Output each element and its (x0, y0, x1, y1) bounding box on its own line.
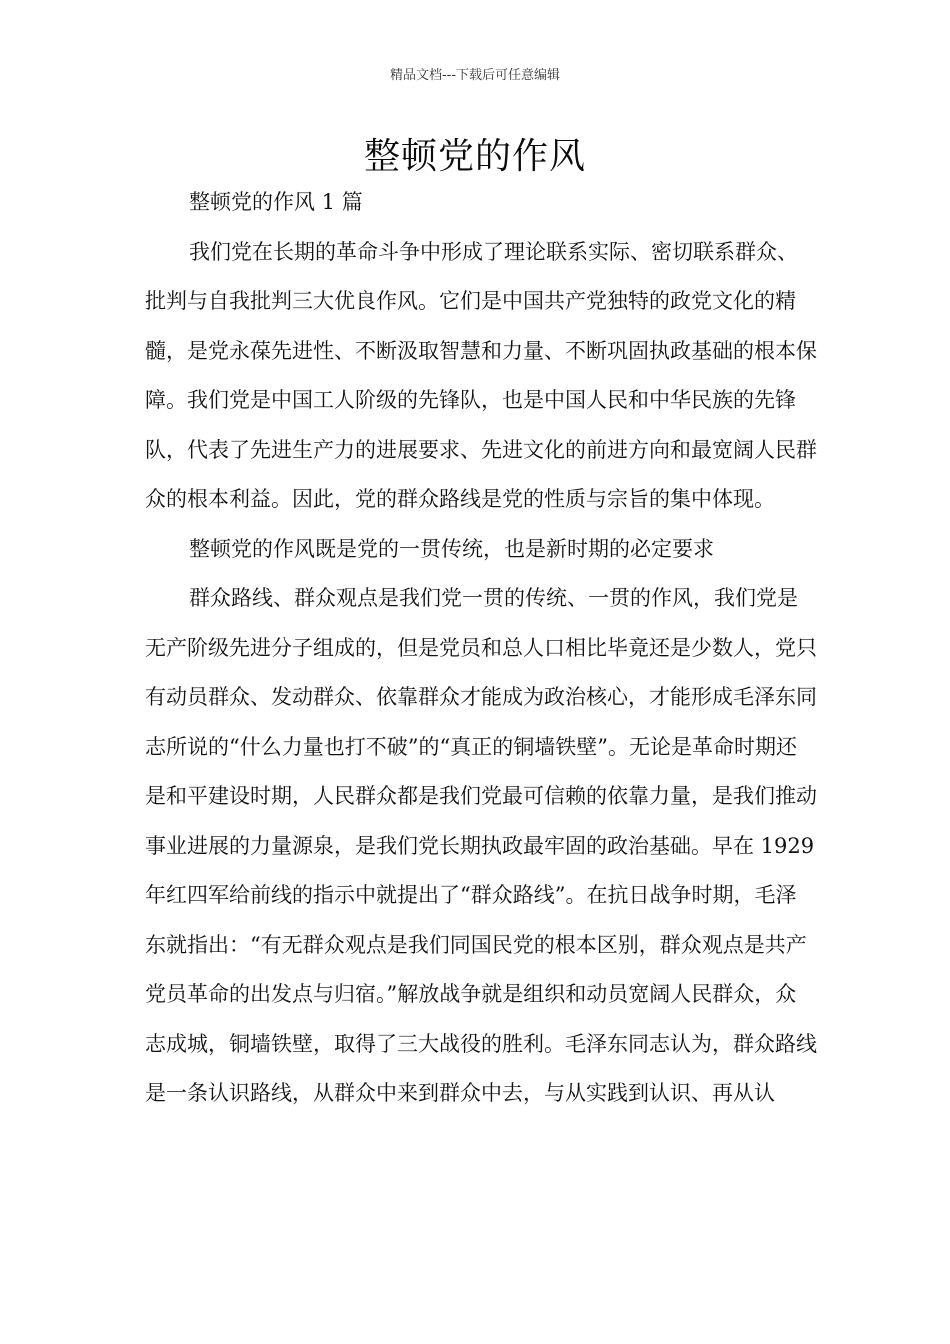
body-paragraph: 群众路线、群众观点是我们党一贯的传统、一贯的作风，我们党是无产阶级先进分子组成的，但是党员和总人口相比毕竟还是少数人，党只有动员群众、发动群众、依靠群众才能成为政治核心，才能形成毛泽东同志所说的“什么力量也打不破”的“真正的铜墙铁壁”。无论是革命时期还是和平建设时期，人民群众都是我们党最可信赖的依靠力量，是我们推动事业进展的力量源泉，是我们党长期执政最牢固的政治基础。早在 1929 年红四军给前线的指示中就提出了“群众路线”。在抗日战争时期，毛泽东就指出：“有无群众观点是我们同国民党的根本区别，群众观点是共产党员革命的出发点与归宿。”解放战争就是组织和动员宽阔人民群众，众志成城，铜墙铁壁，取得了三大战役的胜利。毛泽东同志认为，群众路线是一条认识路线，从群众中来到群众中去，与从实践到认识、再从认 (145, 586, 817, 1105)
document-title: 整顿党的作风 (363, 136, 586, 177)
page-header: 精品文档---下载后可任意编辑 (389, 68, 561, 83)
body-paragraph: 我们党在长期的革命斗争中形成了理论联系实际、密切联系群众、批判与自我批判三大优良作风。它们是中国共产党独特的政党文化的精髓，是党永葆先进性、不断汲取智慧和力量、不断巩固执政基础的根本保障。我们党是中国工人阶级的先锋队，也是中国人民和中华民族的先锋队，代表了先进生产力的进展要求、先进文化的前进方向和最宽阔人民群众的根本利益。因此，党的群众路线是党的性质与宗旨的集中体现。 (145, 239, 817, 511)
section-heading-paragraph: 整顿党的作风既是党的一贯传统，也是新时期的必定要求 (189, 536, 714, 561)
subtitle-paragraph: 整顿党的作风 1 篇 (189, 190, 363, 214)
document-body (145, 178, 817, 1119)
